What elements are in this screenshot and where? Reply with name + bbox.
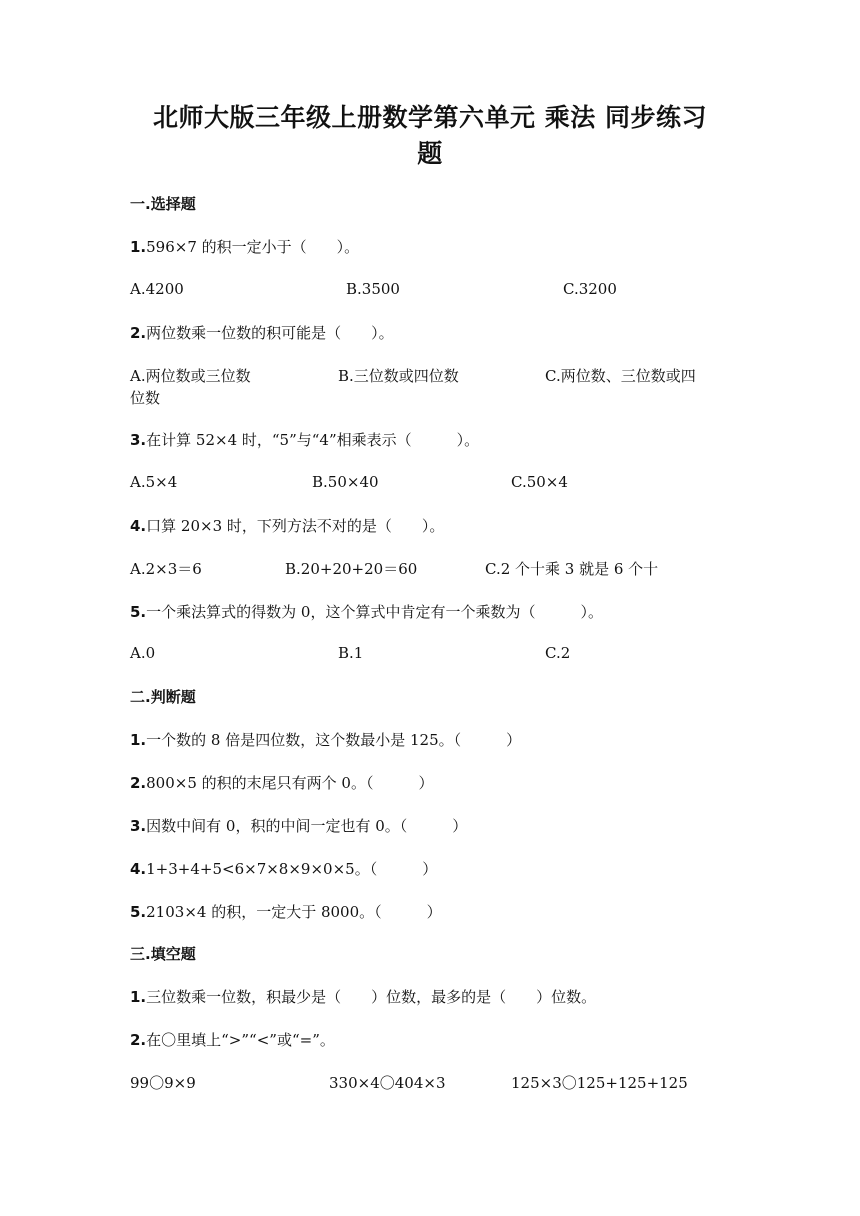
option-b: B.20+20+20＝60: [285, 560, 418, 578]
question-text: 在〇里填上“>”“<”或“=”。: [146, 1031, 335, 1049]
question-number: 1.: [130, 238, 147, 256]
question-text: 596×7 的积一定小于（ ）。: [146, 238, 360, 256]
title-line-2: 题: [417, 139, 443, 168]
option-c: C.3200: [563, 280, 617, 298]
choice-question-4: [130, 515, 444, 536]
question-text: 一个乘法算式的得数为 0，这个算式中肯定有一个乘数为（ ）。: [146, 603, 603, 621]
question-number: 1.: [130, 988, 147, 1006]
option-a: A.5×4: [130, 473, 178, 491]
option-b: B.50×40: [312, 473, 379, 491]
option-b: B.三位数或四位数: [338, 367, 459, 385]
compare-item-c: 125×3〇125+125+125: [511, 1074, 688, 1092]
question-text: 在计算 52×4 时，“5”与“4”相乘表示（ ）。: [146, 431, 480, 449]
choice-question-2: [130, 322, 394, 343]
option-b: B.3500: [346, 280, 400, 298]
title-line-1: 北师大版三年级上册数学第六单元 乘法 同步练习: [153, 103, 707, 132]
judge-question-5: [130, 901, 442, 922]
question-number: 2.: [130, 774, 147, 792]
section-heading-judge: 二.判断题: [130, 688, 196, 706]
question-number: 2.: [130, 1031, 147, 1049]
option-a: A.2×3＝6: [130, 560, 202, 578]
judge-question-1: [130, 729, 521, 750]
question-number: 2.: [130, 324, 147, 342]
judge-question-4: [130, 858, 437, 879]
question-number: 3.: [130, 431, 147, 449]
option-a: A.两位数或三位数: [130, 367, 251, 385]
section-heading-choice: 一.选择题: [130, 195, 196, 213]
question-number: 4.: [130, 517, 147, 535]
question-number: 4.: [130, 860, 147, 878]
question-text: 2103×4 的积，一定大于 8000。（ ）: [146, 903, 442, 921]
question-text: 1+3+4+5<6×7×8×9×0×5。（ ）: [146, 860, 438, 878]
page-title: [110, 100, 750, 172]
choice-question-1: [130, 236, 359, 257]
question-text: 口算 20×3 时，下列方法不对的是（ ）。: [146, 517, 445, 535]
option-c-continued: 位数: [130, 389, 161, 407]
compare-item-a: 99〇9×9: [130, 1074, 196, 1092]
compare-item-b: 330×4〇404×3: [329, 1074, 446, 1092]
option-c: C.50×4: [511, 473, 568, 491]
fill-question-1: [130, 986, 596, 1007]
option-a: A.4200: [130, 280, 184, 298]
question-number: 5.: [130, 603, 147, 621]
option-c: C.2: [545, 644, 571, 662]
question-text: 因数中间有 0，积的中间一定也有 0。（ ）: [146, 817, 468, 835]
option-c: C.2 个十乘 3 就是 6 个十: [485, 560, 659, 578]
question-text: 两位数乘一位数的积可能是（ ）。: [146, 324, 394, 342]
option-c: C.两位数、三位数或四: [545, 367, 696, 385]
option-a: A.0: [130, 644, 156, 662]
choice-question-5: [130, 601, 603, 622]
fill-question-2: [130, 1029, 335, 1050]
section-heading-fill: 三.填空题: [130, 945, 196, 963]
question-number: 5.: [130, 903, 147, 921]
question-text: 三位数乘一位数，积最少是（ ）位数，最多的是（ ）位数。: [146, 988, 597, 1006]
question-text: 800×5 的积的末尾只有两个 0。（ ）: [146, 774, 434, 792]
judge-question-3: [130, 815, 467, 836]
judge-question-2: [130, 772, 433, 793]
choice-question-3: [130, 429, 479, 450]
option-b: B.1: [338, 644, 364, 662]
question-text: 一个数的 8 倍是四位数，这个数最小是 125。（ ）: [146, 731, 522, 749]
question-number: 3.: [130, 817, 147, 835]
question-number: 1.: [130, 731, 147, 749]
